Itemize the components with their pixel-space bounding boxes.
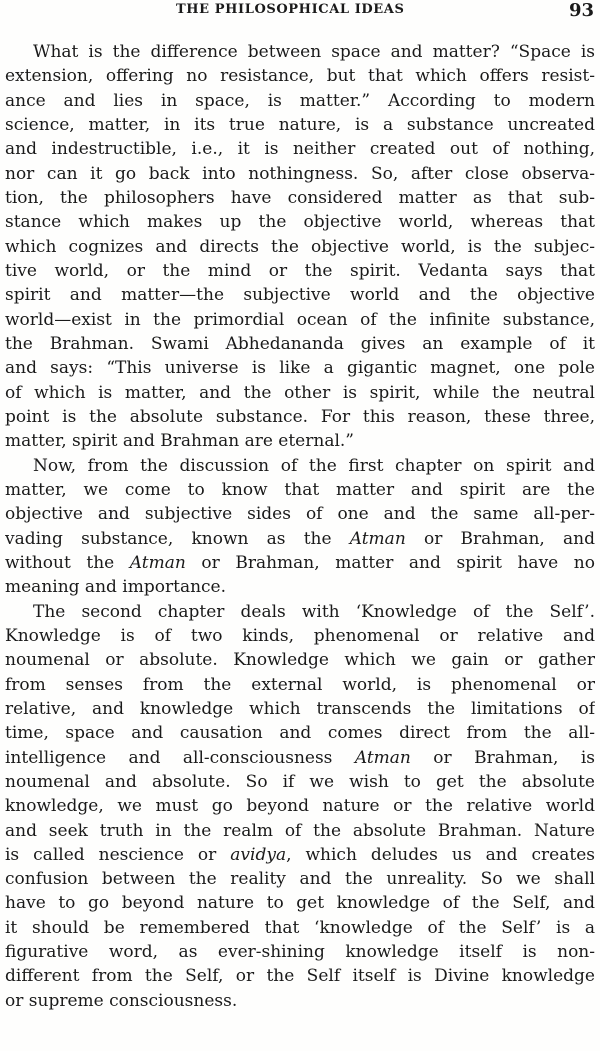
text-line: meaning and importance. xyxy=(5,577,227,598)
text-line: and indestructible, i.e., it is neither created out of nothing, xyxy=(5,139,595,160)
text-line: which cognizes and directs the objective world, is the subjec- xyxy=(5,236,595,257)
text-line: and seek truth in the realm of the absolute Brahman. Nature xyxy=(5,820,595,841)
text-line: tive world, or the mind or the spirit. Vedanta says that xyxy=(5,260,595,281)
text-line: matter, spirit and Brahman are eternal.” xyxy=(5,431,354,452)
text-line: tion, the philosophers have considered matter as that sub- xyxy=(5,187,595,208)
text-line: matter, we come to know that matter and spirit are the xyxy=(5,479,595,500)
text-line: have to go beyond nature to get knowledge of the Self, and xyxy=(5,893,595,914)
text-line: noumenal or absolute. Knowledge which we gain or gather xyxy=(5,650,595,671)
text-line: intelligence and all-consciousness Atman or Brahman, is xyxy=(5,747,595,768)
text-line: it should be remembered that ‘knowledge of the Self’ is a xyxy=(5,917,595,938)
page-header xyxy=(0,0,600,26)
text-line: stance which makes up the objective world, whereas that xyxy=(5,212,595,233)
page-number: 93 xyxy=(568,0,594,21)
text-line: knowledge, we must go beyond nature or the relative world xyxy=(5,796,595,817)
text-line: point is the absolute substance. For this reason, these three, xyxy=(5,406,595,427)
text-line: science, matter, in its true nature, is a substance uncreated xyxy=(5,114,595,135)
text-line: spirit and matter—the subjective world and the objective xyxy=(5,285,595,306)
text-line: noumenal and absolute. So if we wish to get the absolute xyxy=(5,771,595,792)
text-line: world—exist in the primordial ocean of the infinite substance, xyxy=(5,309,595,330)
text-line: confusion between the reality and the unreality. So we shall xyxy=(5,869,595,890)
text-line: or supreme consciousness. xyxy=(5,990,238,1011)
text-line: nor can it go back into nothingness. So, after close observa- xyxy=(5,163,595,184)
text-line: objective and subjective sides of one and the same all-per- xyxy=(5,504,595,525)
text-line: The second chapter deals with ‘Knowledge of the Self’. xyxy=(33,601,595,622)
text-line: time, space and causation and comes direct from the all- xyxy=(5,723,595,744)
text-line: ance and lies in space, is matter.” According to modern xyxy=(5,90,595,111)
text-line: from senses from the external world, is phenomenal or xyxy=(5,674,595,695)
text-line: is called nescience or avidya, which deludes us and creates xyxy=(5,844,595,865)
text-line: extension, offering no resistance, but that which offers resist- xyxy=(5,66,595,87)
running-head: THE PHILOSOPHICAL IDEAS xyxy=(176,2,405,17)
text-line: of which is matter, and the other is spirit, while the neutral xyxy=(5,382,595,403)
text-line: the Brahman. Swami Abhedananda gives an example of it xyxy=(5,333,595,354)
text-line: figurative word, as ever-shining knowledge itself is non- xyxy=(5,942,595,963)
text-line: Knowledge is of two kinds, phenomenal or relative and xyxy=(5,625,595,646)
body-text xyxy=(5,40,595,1013)
text-line: different from the Self, or the Self itself is Divine knowledge xyxy=(5,966,595,987)
text-line: relative, and knowledge which transcends the limitations of xyxy=(5,698,595,719)
text-line: Now, from the discussion of the first chapter on spirit and xyxy=(33,455,595,476)
text-line: What is the difference between space and matter? “Space is xyxy=(33,42,595,62)
text-line: vading substance, known as the Atman or Brahman, and xyxy=(5,528,595,549)
text-line: without the Atman or Brahman, matter and spirit have no xyxy=(5,552,595,573)
text-line: and says: “This universe is like a gigantic magnet, one pole xyxy=(5,358,595,379)
